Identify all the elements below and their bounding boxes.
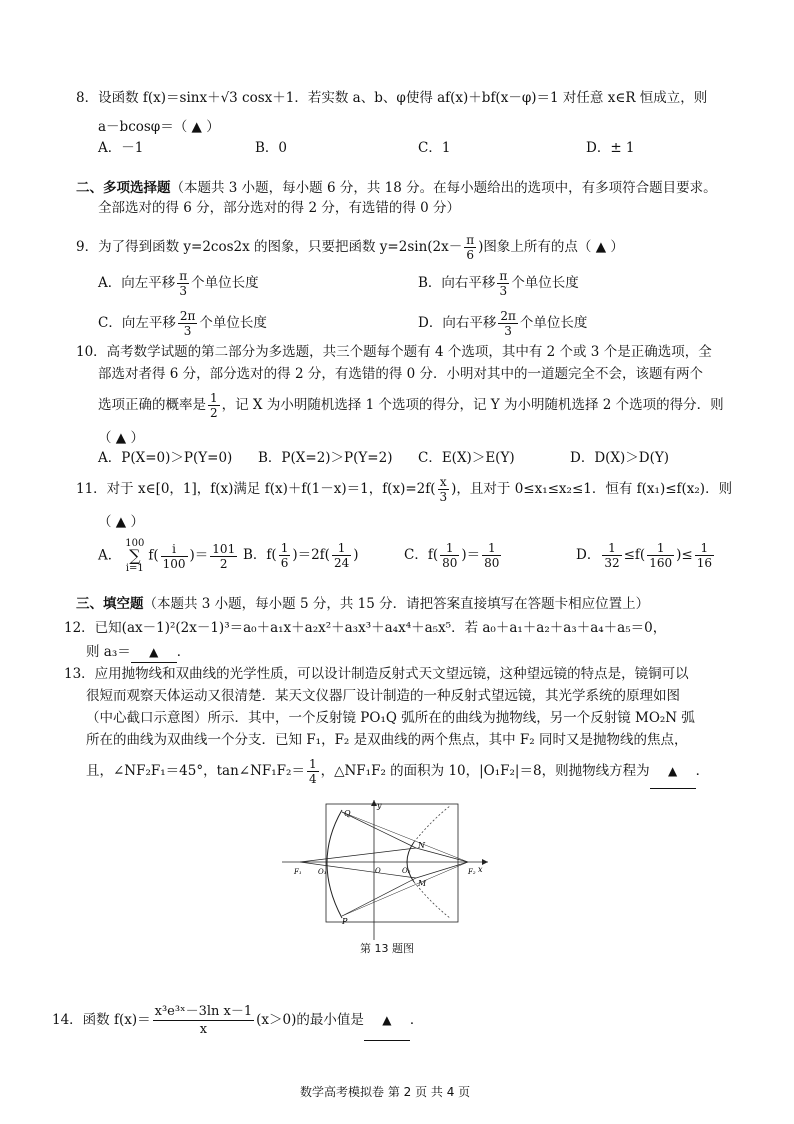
q14-answer-blank: ▲	[364, 1000, 410, 1041]
q12-answer: 则 a₃＝ ▲ ．	[86, 642, 190, 663]
fig-label-q: Q	[344, 809, 351, 818]
fig-label-y: y	[377, 801, 382, 810]
q11-option-d: D． $\frac{1}{32}$ ≤f( $\frac{1}{160}$ )≤ $\frac{1}{16}$	[576, 541, 712, 570]
section2-desc-cont: 全部选对的得 6 分，部分选对的得 2 分，有选错的得 0 分）	[98, 200, 461, 216]
q9-stem-b: )图象上所有的点（ ▲ ）	[478, 239, 624, 255]
section3-desc: （本题共 3 小题，每小题 5 分，共 15 分．请把答案直接填写在答题卡相应位置上）	[143, 596, 650, 612]
q9-stem-frac: $\frac{\pi}{6}$	[466, 233, 475, 262]
q8-stem: 8．设函数 f(x)＝sinx＋√3 cosx＋1．若实数 a、b、φ使得 af(x)＋bf(x－φ)＝1 对任意 x∈R 恒成立，则	[76, 90, 708, 106]
telescope-diagram	[282, 800, 492, 950]
q8-option-a: A．－1	[98, 140, 144, 156]
section3-header	[76, 594, 649, 614]
q11-option-c: C．f( $\frac{1}{80}$ )＝ $\frac{1}{80}$	[404, 541, 500, 570]
q12-answer-blank: ▲	[131, 642, 177, 663]
q10-option-a: A．P(X=0)＞P(Y=0)	[98, 450, 233, 466]
q13-stem-cont4: 且，∠NF₂F₁＝45°，tan∠NF₁F₂＝ $\frac{1}{4}$ ，△NF₁F₂ 的面积为 10，|O₁F₂|＝8，则抛物线方程为 ▲ ．	[86, 754, 709, 789]
q10-option-b: B．P(X=2)＞P(Y=2)	[258, 450, 393, 466]
q8-option-b: B．0	[255, 140, 288, 156]
q9-option-d: D．向右平移 $\frac{2\pi}{3}$ 个单位长度	[418, 309, 588, 338]
q9-option-c: C．向左平移 $\frac{2\pi}{3}$ 个单位长度	[98, 309, 267, 338]
fig-label-m: M	[418, 879, 427, 888]
q9-stem	[76, 230, 624, 264]
fig-label-o: O	[375, 867, 381, 875]
q11-option-b: B．f( $\frac{1}{6}$ )＝2f( $\frac{1}{24}$ )	[243, 541, 359, 570]
fig-label-p: P	[342, 917, 348, 926]
q10-stem: 10．高考数学试题的第二部分为多选题，共三个题每个题有 4 个选项，其中有 2 个或 3 个是正确选项，全	[76, 344, 712, 360]
q13-stem: 13．应用抛物线和双曲线的光学性质，可以设计制造反射式天文望远镜，这种望远镜的特点是，镜铜可以	[64, 666, 689, 682]
q13-stem-cont2: （中心截口示意图）所示．其中，一个反射镜 PO₁Q 弧所在的曲线为抛物线，另一个反射镜 MO₂N 弧	[86, 710, 695, 726]
section3-title: 三、填空题	[76, 596, 144, 612]
q8-option-c: C．1	[418, 140, 451, 156]
q11-answer-slot: （ ▲ ）	[98, 514, 144, 530]
section2-title: 二、多项选择题	[76, 180, 171, 196]
q10-stem-cont2: 选项正确的概率是 $\frac{1}{2}$ ，记 X 为小明随机选择 1 个选项的得分，记 Y 为小明随机选择 2 个选项的得分．则	[98, 391, 724, 420]
fig-label-n: N	[418, 841, 425, 850]
page-footer: 数学高考模拟卷 第 2 页 共 4 页	[300, 1085, 471, 1099]
fig-label-o2: O₂	[402, 867, 411, 875]
figure-caption: 第 13 题图	[360, 942, 414, 955]
q13-stem-cont1: 很短而观察天体运动又很清楚．某天文仪器厂设计制造的一种反射式望远镜，其光学系统的原理如图	[86, 688, 680, 704]
fig-label-f2: F₂	[468, 868, 476, 876]
q12-stem: 12．已知(ax－1)²(2x－1)³＝a₀＋a₁x＋a₂x²＋a₃x³＋a₄x⁴＋a₅x⁵．若 a₀＋a₁＋a₂＋a₃＋a₄＋a₅＝0，	[64, 620, 667, 636]
fig-label-x: x	[478, 865, 483, 874]
q11-stem: 11．对于 x∈[0，1]，f(x)满足 f(x)＋f(1－x)＝1，f(x)=2f( $\frac{x}{3}$ )，且对于 0≤x₁≤x₂≤1．恒有 f(x₁)≤f(x₂)．则	[76, 475, 733, 504]
q9-stem-a: 9．为了得到函数 y=2cos2x 的图象，只要把函数 y=2sin(2x－	[76, 239, 463, 255]
section2-desc: （本题共 3 小题，每小题 6 分，共 18 分。在每小题给出的选项中，有多项符合题目要求。	[170, 180, 717, 196]
fig-label-f1: F₁	[294, 868, 302, 876]
fig-label-o1: O₁	[318, 868, 327, 876]
q8-stem-cont: a－bcosφ＝（ ▲ ）	[98, 119, 220, 135]
q13-stem-cont3: 所在的曲线为双曲线一个分支．已知 F₁，F₂ 是双曲线的两个焦点，其中 F₂ 同时又是抛物线的焦点，	[86, 732, 688, 748]
q8-option-d: D．± 1	[586, 140, 635, 156]
q11-option-a: A． 100 ∑ i=1 f( $\frac{i}{100}$ )＝ $\frac{101}{2}$	[98, 538, 236, 574]
q10-option-c: C．E(X)＞E(Y)	[418, 450, 515, 466]
q10-stem-cont1: 部选对者得 6 分，部分选对的得 2 分，有选错的得 0 分．小明对其中的一道题完全不会，该题有两个	[98, 366, 704, 382]
q14-stem: 14．函数 f(x)＝ $\frac{\text{x³e³ˣ－3ln x－1}}{x}$ (x＞0)的最小值是 ▲ ．	[52, 1000, 423, 1041]
q13-answer-blank: ▲	[650, 754, 696, 789]
q9-option-a: A．向左平移 $\frac{\pi}{3}$ 个单位长度	[98, 269, 259, 298]
q10-option-d: D．D(X)＞D(Y)	[570, 450, 670, 466]
q10-answer-slot: （ ▲ ）	[98, 430, 144, 446]
section2-header	[76, 178, 717, 198]
q9-option-b: B．向右平移 $\frac{\pi}{3}$ 个单位长度	[418, 269, 579, 298]
